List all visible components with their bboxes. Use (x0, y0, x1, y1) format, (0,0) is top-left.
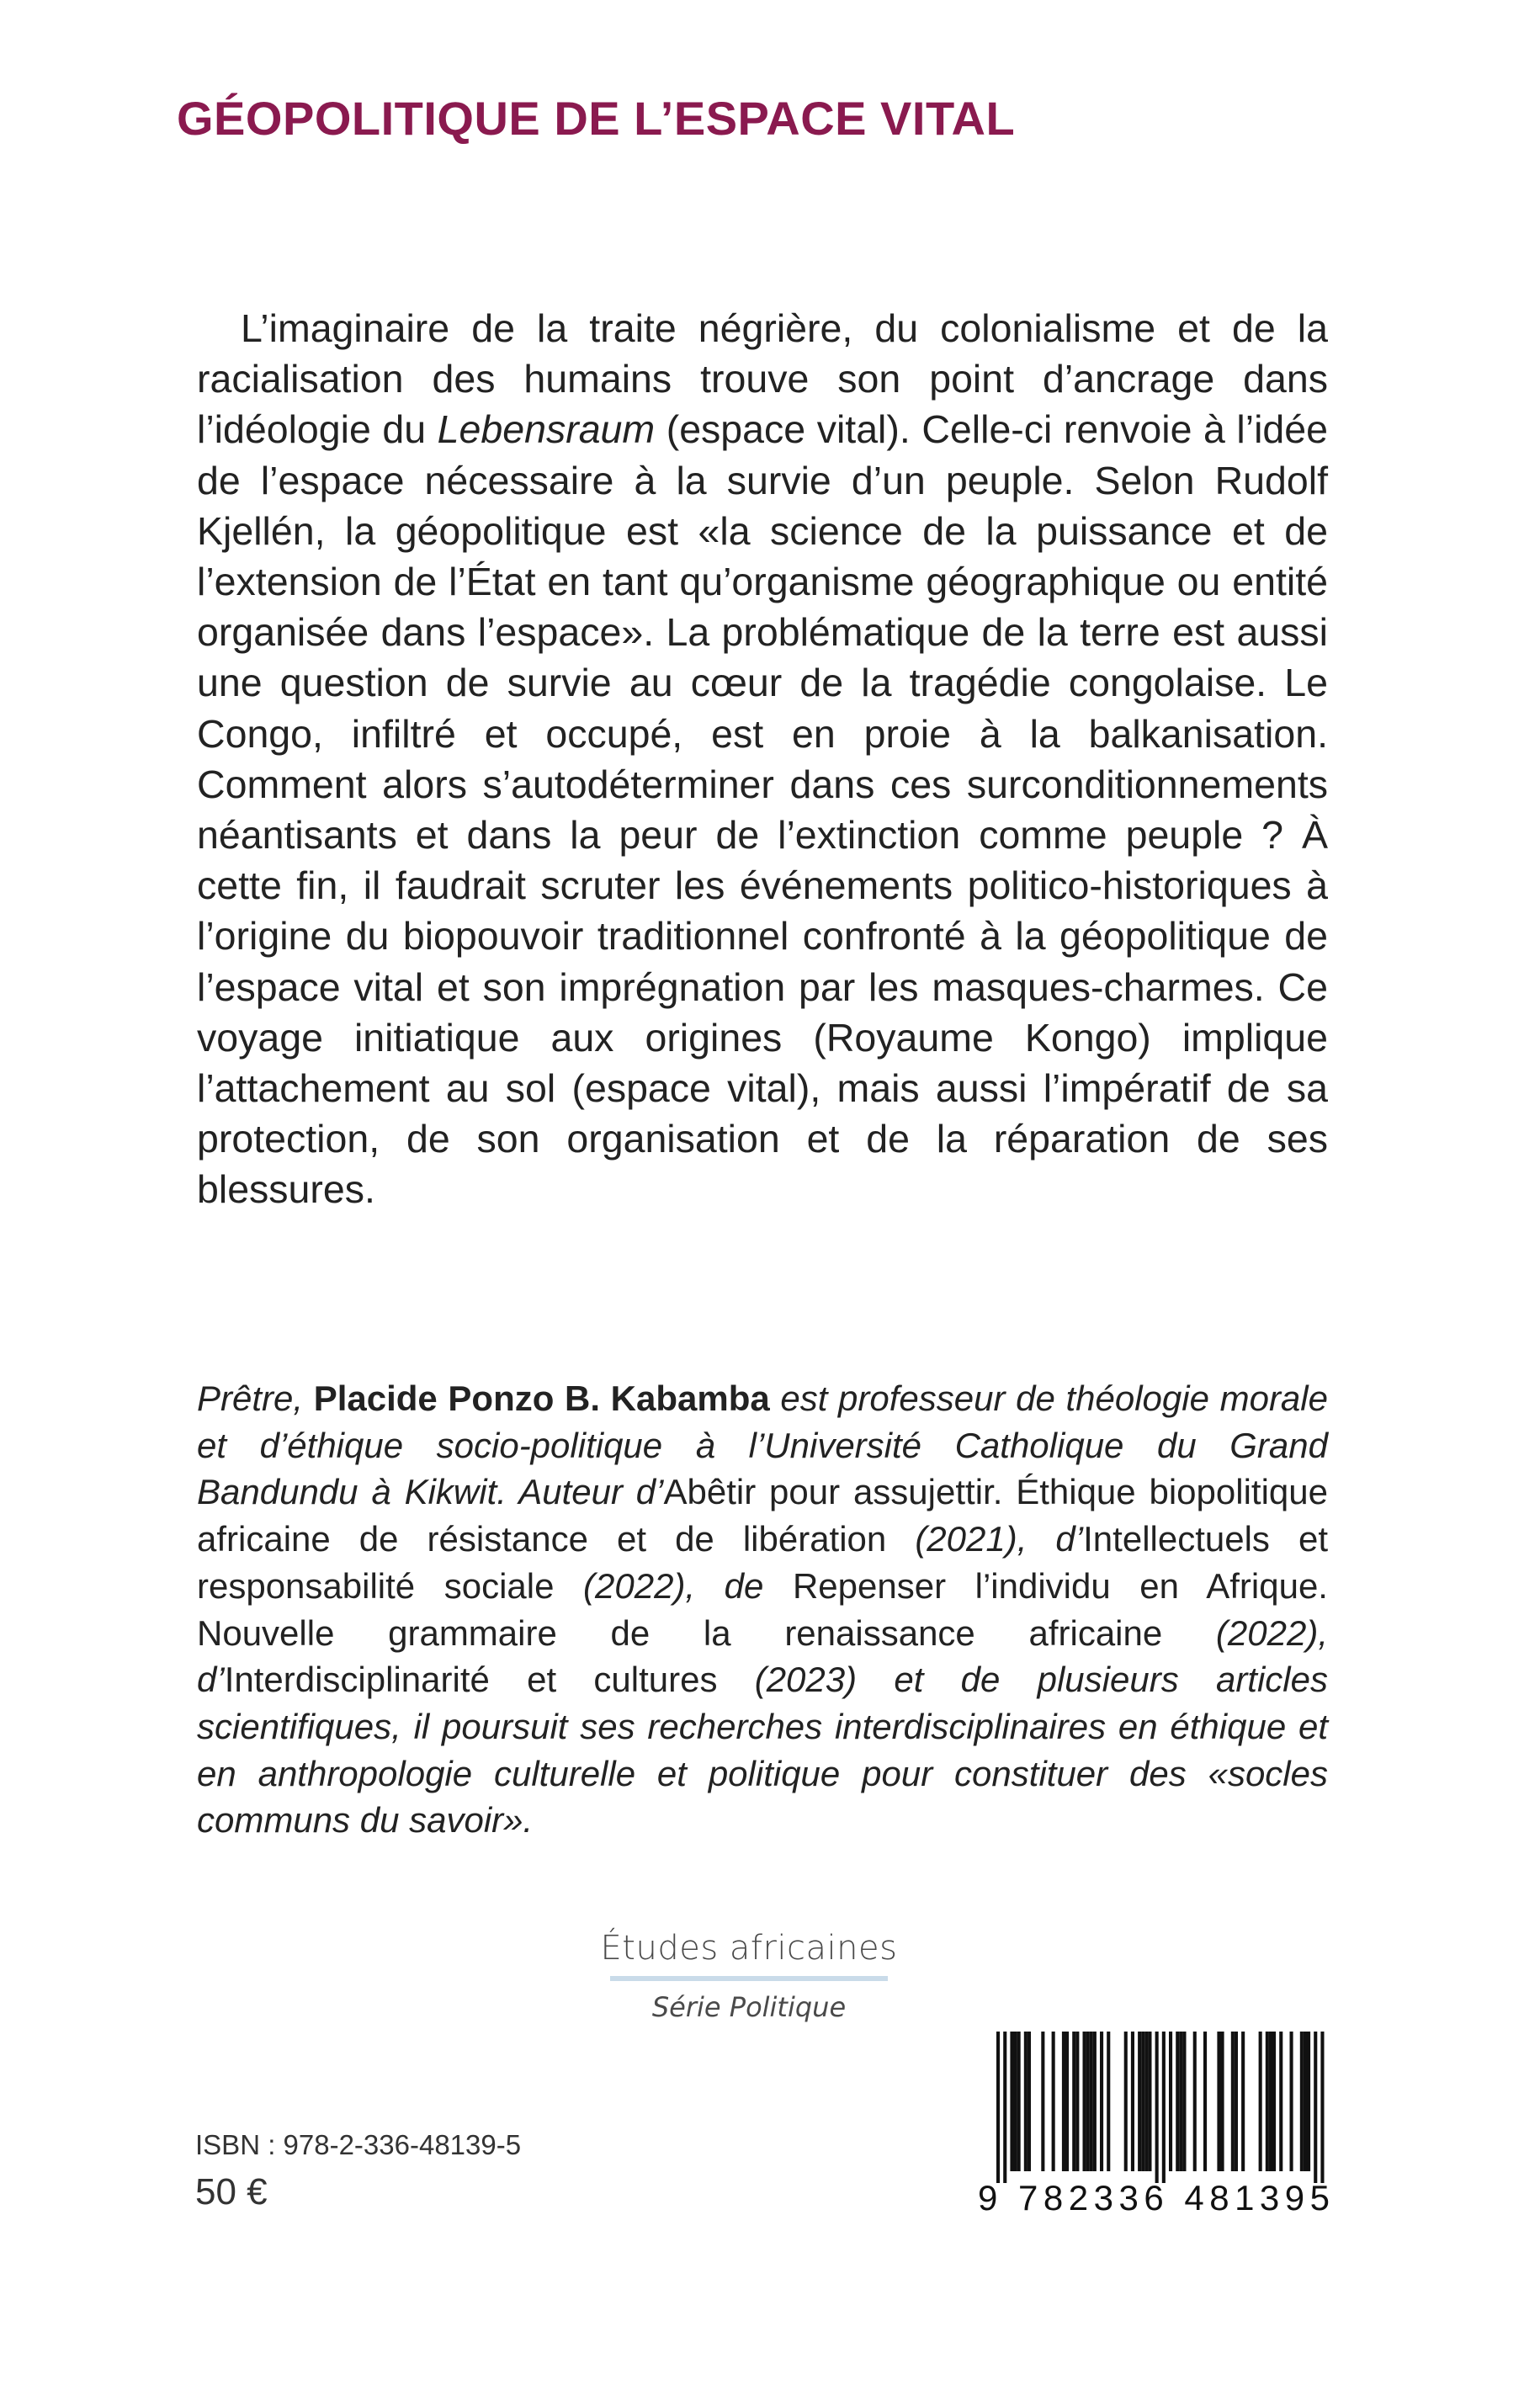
barcode-bar (1259, 2032, 1262, 2171)
author-bio (197, 1375, 1328, 1844)
barcode-bar (1307, 2032, 1310, 2171)
summary-paragraph (197, 303, 1328, 1215)
bio-text-3: (2021), d’ (886, 1519, 1084, 1559)
barcode-bars (978, 2032, 1328, 2183)
barcode-bar (1203, 2032, 1207, 2171)
barcode-bar (1217, 2032, 1220, 2171)
barcode-bar (1041, 2032, 1044, 2171)
barcode-bar (1100, 2032, 1103, 2171)
barcode-bar (1300, 2032, 1304, 2171)
barcode-bar (1266, 2032, 1269, 2171)
barcode-bar (1138, 2032, 1141, 2171)
barcode-bar (1169, 2032, 1172, 2171)
barcode-bar (1072, 2032, 1075, 2171)
barcode-bar (1193, 2032, 1197, 2171)
summary-text-2: (espace vital). Celle-ci renvoie à l’idée de l’espace nécessaire à la survie d’un peuple. Selon Rudolf Kjellén, la géopolitique est «la science de la puissance et de l’extension de l’État en tant qu’organisme géographique ou entité organisée dans l’espace». La problématique de la terre est aussi une question de survie au cœur de la tragédie congolaise. Le Congo, infiltré et occupé, est en proie à la balkanisation. Comment alors s’autodéterminer dans ces surconditionnements néantisants et dans la peur de l’extinction comme peuple ? À cette fin, il faudrait scruter les événements politico-historiques à l’origine du biopouvoir traditionnel confronté à la géopolitique de l’espace vital et son imprégnation par les masques-charmes. Ce voyage initiatique aux origines (Royaume Kongo) implique l’attachement au sol (espace vital), mais aussi l’impératif de sa protection, de son organisation et de la réparation de ses blessures. (197, 407, 1328, 1212)
bio-text-2: est professeur de théologie morale et d’éthique socio-politique à l’Université Catholique du Grand Bandundu à Kikwit. Auteur d’ (197, 1378, 1328, 1512)
bio-text-4: (2022), de (554, 1565, 793, 1606)
bio-text-5: (2022), d’ (197, 1612, 1329, 1700)
barcode-bar (1024, 2032, 1028, 2171)
barcode-bar (1028, 2032, 1031, 2171)
book-title-4: Interdisciplinarité et cultures (224, 1660, 718, 1700)
barcode-bar (1090, 2032, 1093, 2171)
price-label: 50 € (195, 2171, 268, 2212)
series-logo (589, 1929, 909, 2023)
book-title-1: Abêtir pour assujettir. Éthique biopolitique africaine de résistance et de libération (197, 1472, 1328, 1559)
barcode-bar (1279, 2032, 1282, 2171)
barcode-bar (1075, 2032, 1079, 2171)
barcode-bar (1131, 2032, 1134, 2171)
barcode-bar (1010, 2032, 1013, 2171)
isbn-label: ISBN : 978-2-336-48139-5 (195, 2129, 522, 2160)
barcode-bar (1304, 2032, 1307, 2171)
barcode-bar (1221, 2032, 1224, 2171)
barcode-bar (1182, 2032, 1186, 2171)
barcode-bar (1107, 2032, 1110, 2171)
barcode-bar (1272, 2032, 1276, 2171)
barcode-bar (1176, 2032, 1179, 2171)
barcode-bar (1235, 2032, 1238, 2171)
book-title-2: Intellectuels et responsabilité sociale (197, 1519, 1328, 1606)
barcode-bar (1141, 2032, 1144, 2171)
barcode-bar (1241, 2032, 1245, 2171)
barcode-bar (1124, 2032, 1128, 2171)
barcode-bar (1231, 2032, 1235, 2171)
author-name: Placide Ponzo B. Kabamba (313, 1378, 770, 1418)
barcode-bar (1083, 2032, 1086, 2171)
barcode-bar (1052, 2032, 1055, 2171)
barcode-bar (1162, 2032, 1166, 2183)
barcode (978, 2032, 1336, 2225)
barcode-bar (1003, 2032, 1006, 2183)
barcode-bar (1179, 2032, 1182, 2171)
barcode-bar (1290, 2032, 1293, 2171)
lebensraum-term: Lebensraum (437, 407, 656, 452)
barcode-bar (1017, 2032, 1021, 2171)
series-name: Études africaines (600, 1929, 898, 1968)
barcode-bar (1155, 2032, 1159, 2183)
book-title-3: Repenser l’individu en Afrique. Nouvelle grammaire de la renaissance africaine (197, 1565, 1328, 1653)
barcode-bar (1269, 2032, 1272, 2171)
barcode-bar (996, 2032, 1000, 2183)
barcode-digits: 9 782336 481395 (978, 2178, 1336, 2218)
book-title: GÉOPOLITIQUE DE L’ESPACE VITAL (177, 92, 1016, 145)
barcode-bar (1144, 2032, 1148, 2171)
barcode-bar (1320, 2032, 1324, 2183)
barcode-bar (1086, 2032, 1090, 2171)
barcode-bar (1314, 2032, 1317, 2183)
barcode-bar (1093, 2032, 1097, 2171)
barcode-bar (1065, 2032, 1069, 2171)
bio-text-6: (2023) et de plusieurs articles scientifiques, il poursuit ses recherches interdisciplinaires en éthique et en anthropologie culturelle et politique pour constituer des «socles communs du savoir». (197, 1660, 1328, 1841)
summary-text-1: L’imaginaire de la traite négrière, du colonialisme et de la racialisation des humains trouve son point d’ancrage dans l’idéologie du (197, 306, 1328, 452)
series-subtitle: Série Politique (651, 1991, 847, 2023)
barcode-bar (1062, 2032, 1065, 2171)
barcode-bar (1014, 2032, 1017, 2171)
bio-text-1: Prêtre, (197, 1378, 314, 1418)
series-divider (610, 1976, 888, 1981)
barcode-bar (1148, 2032, 1151, 2171)
